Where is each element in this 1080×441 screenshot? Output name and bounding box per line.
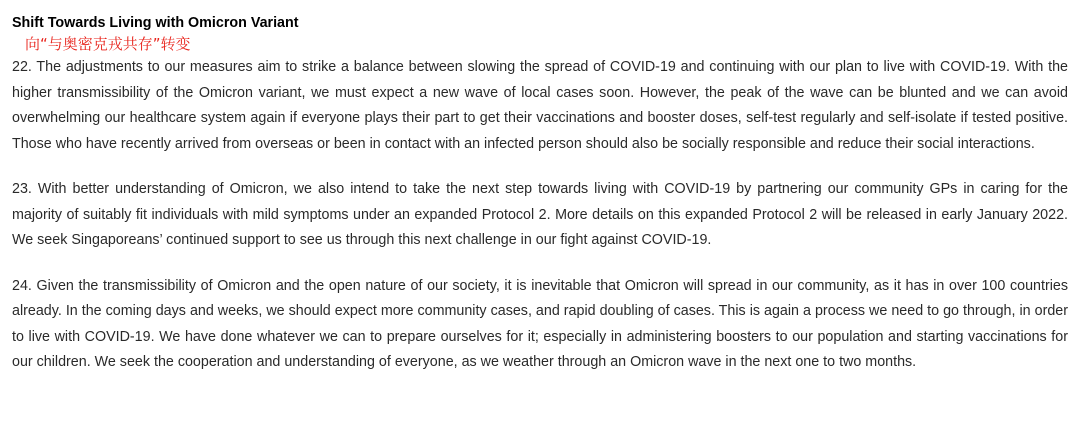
- paragraph-24: 24. Given the transmissibility of Omicron and the open nature of our society, it is inevitable that Omicron will spread in our community, as it has in over 100 countries already. In the coming days and weeks, we should expect more community cases, and rapid doubling of cases. This is again a process we need to go through, in order to live with COVID-19. We have done whatever we can to prepare ourselves for it; especially in administering boosters to our population and starting vaccinations for our children. We seek the cooperation and understanding of everyone, as we weather through an Omicron wave in the next one to two months.: [12, 277, 1068, 370]
- section-heading: Shift Towards Living with Omicron Variant: [12, 15, 299, 31]
- paragraph-22: 22. The adjustments to our measures aim to strike a balance between slowing the spread of COVID-19 and continuing with our plan to live with COVID-19. With the higher transmissibility of the Omicron variant, we must expect a new wave of local cases soon. However, the peak of the wave can be blunted and we can avoid overwhelming our healthcare system again if everyone plays their part to get their vaccinations and booster doses, self-test regularly and self-isolate if tested positive. Those who have recently arrived from overseas or been in contact with an infected person should also be socially responsible and reduce their social interactions.: [12, 59, 1068, 152]
- section-subheading-chinese: 向“与奥密克戎共存”转变: [25, 35, 191, 53]
- paragraph-23: 23. With better understanding of Omicron, we also intend to take the next step towards living with COVID-19 by partnering our community GPs in caring for the majority of suitably fit individuals with mild symptoms under an expanded Protocol 2. More details on this expanded Protocol 2 will be released in early January 2022. We seek Singaporeans’ continued support to see us through this next challenge in our fight against COVID-19.: [12, 181, 1068, 248]
